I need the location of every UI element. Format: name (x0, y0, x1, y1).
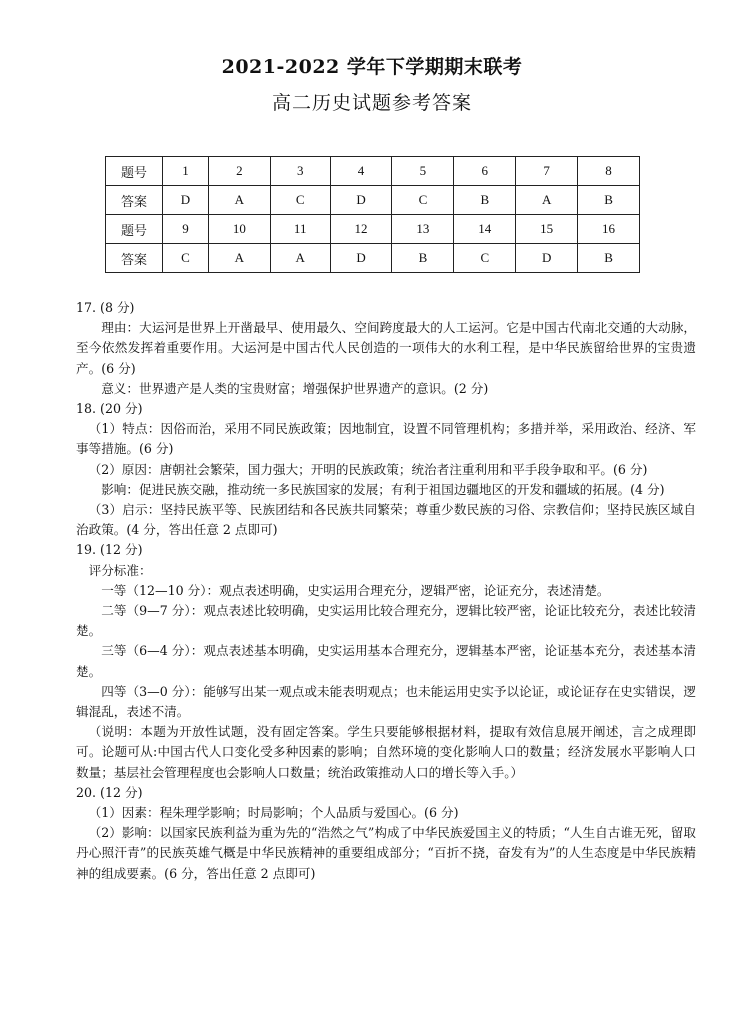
table-cell: 5 (392, 157, 454, 186)
q17-meaning: 意义：世界遗产是人类的宝贵财富；增强保护世界遗产的意识。(2 分) (101, 380, 489, 396)
table-cell: 7 (516, 157, 578, 186)
q18-part3: （3）启示：坚持民族平等、民族团结和各民族共同繁荣；尊重少数民族的习俗、宗教信仰；坚持民族区域自治政策。(4 分，答出任意 2 点即可) (76, 502, 696, 538)
table-cell: 11 (270, 215, 330, 244)
q17-heading: 17. (8 分) (76, 300, 135, 315)
q20-part2: （2）影响：以国家民族利益为重为先的“浩然之气”构成了中华民族爱国主义的特质；“人生自古谁无死，留取丹心照汗青”的民族英雄气概是中华民族精神的重要组成部分；“百折不挠，奋发有为”的人生态度是中华民族精神的组成要素。(6 分，答出任意 2 点即可) (76, 825, 696, 881)
table-cell: 10 (208, 215, 270, 244)
table-cell: 9 (163, 215, 209, 244)
table-row (106, 215, 640, 244)
q19-heading: 19. (12 分) (76, 542, 143, 558)
table-cell: B (454, 186, 516, 215)
table-cell: A (516, 186, 578, 215)
table-cell: A (208, 186, 270, 215)
q19-criteria: 评分标准： (88, 562, 152, 578)
table-cell: C (454, 244, 516, 273)
q18-part2: （2）原因：唐朝社会繁荣，国力强大；开明的民族政策；统治者注重利用和平手段争取和平。(6 分) (88, 461, 648, 477)
row-label-answer: 答案 (106, 186, 163, 215)
table-cell: 13 (392, 215, 454, 244)
row-label-number: 题号 (106, 215, 163, 244)
table-row (106, 244, 640, 273)
q20-heading: 20. (12 分) (76, 784, 143, 800)
table-cell: 2 (208, 157, 270, 186)
table-cell: D (330, 244, 392, 273)
q19-grade1: 一等（12—10 分）：观点表述明确，史实运用合理充分，逻辑严密，论证充分，表述清楚。 (101, 582, 610, 598)
page-subtitle: 高二历史试题参考答案 (271, 92, 472, 114)
table-cell: A (208, 244, 270, 273)
q19-grade2: 二等（9—7 分）：观点表述比较明确，史实运用比较合理充分，逻辑比较严密，论证比较充分，表述比较清楚。 (76, 603, 696, 639)
q19-grade3: 三等（6—4 分）：观点表述基本明确，史实运用基本合理充分，逻辑基本严密，论证基本充分，表述基本清楚。 (76, 643, 696, 679)
table-cell: 8 (578, 157, 640, 186)
table-cell: 12 (330, 215, 392, 244)
q18-part1: （1）特点：因俗而治，采用不同民族政策；因地制宜，设置不同管理机构；多措并举，采用政治、经济、军事等措施。(6 分) (76, 421, 696, 457)
q19-note: （说明：本题为开放性试题，没有固定答案。学生只要能够根据材料，提取有效信息展开阐述，言之成理即可。论题可从:中国古代人口变化受多种因素的影响；自然环境的变化影响人口的数量；经济发展水平影响人口数量；基层社会管理程度也会影响人口数量；统治政策推动人口的增长等入手。） (76, 724, 696, 780)
q18-impact: 影响：促进民族交融，推动统一多民族国家的发展；有利于祖国边疆地区的开发和疆域的拓展。(4 分) (101, 481, 665, 497)
answer-table (105, 156, 640, 273)
q18-heading: 18. (20 分) (76, 401, 143, 417)
table-cell: 3 (270, 157, 330, 186)
table-cell: 16 (578, 215, 640, 244)
table-cell: C (270, 186, 330, 215)
page-title: 2021-2022 学年下学期期末联考 (221, 56, 523, 78)
table-cell: D (516, 244, 578, 273)
table-cell: 4 (330, 157, 392, 186)
table-cell: B (578, 186, 640, 215)
table-cell: C (392, 186, 454, 215)
table-cell: 6 (454, 157, 516, 186)
table-cell: B (392, 244, 454, 273)
table-cell: B (578, 244, 640, 273)
table-row (106, 186, 640, 215)
row-label-number: 题号 (106, 157, 163, 186)
table-cell: D (330, 186, 392, 215)
table-cell: 1 (163, 157, 209, 186)
table-cell: C (163, 244, 209, 273)
q20-part1: （1）因素：程朱理学影响；时局影响；个人品质与爱国心。(6 分) (88, 805, 459, 821)
table-cell: A (270, 244, 330, 273)
table-cell: 14 (454, 215, 516, 244)
table-row (106, 157, 640, 186)
row-label-answer: 答案 (106, 244, 163, 273)
q17-reason: 理由：大运河是世界上开凿最早、使用最久、空间跨度最大的人工运河。它是中国古代南北交通的大动脉，至今依然发挥着重要作用。大运河是中国古代人民创造的一项伟大的水利工程，是中华民族留给世界的宝贵遗产。(6 分) (76, 320, 696, 376)
answer-body (76, 298, 696, 884)
table-cell: 15 (516, 215, 578, 244)
q19-grade4: 四等（3—0 分）：能够写出某一观点或未能表明观点；也未能运用史实予以论证，或论证存在史实错误，逻辑混乱，表述不清。 (76, 683, 696, 720)
table-cell: D (163, 186, 209, 215)
